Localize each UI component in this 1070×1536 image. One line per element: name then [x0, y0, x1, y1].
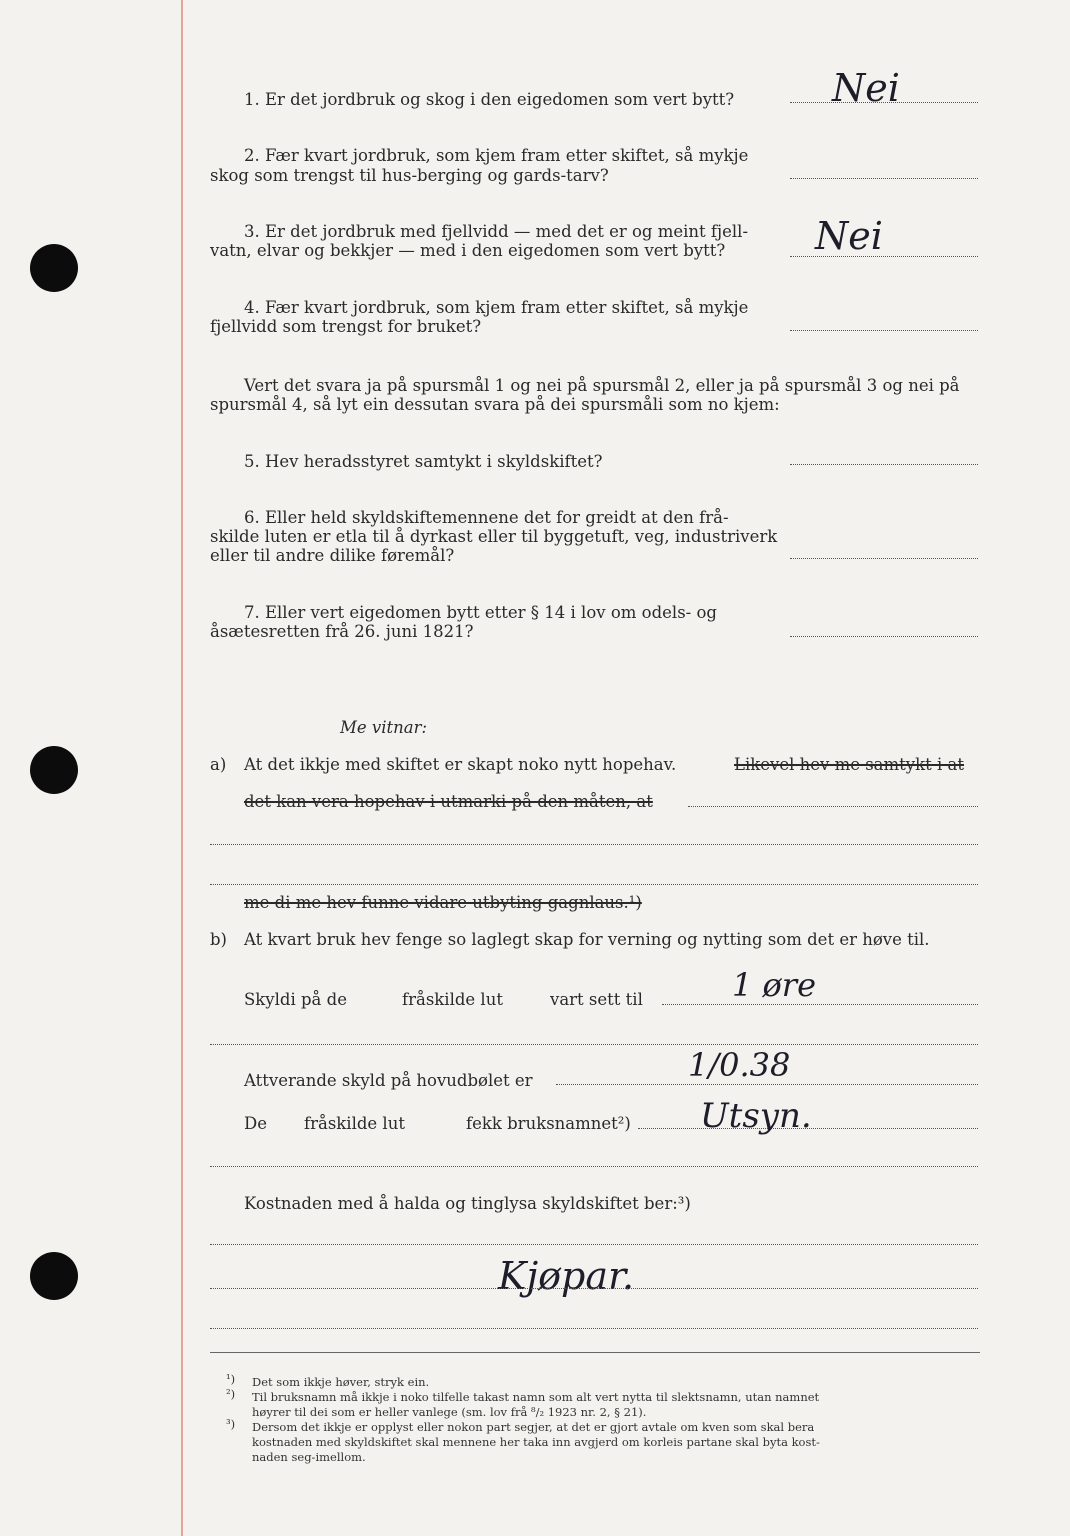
witness-heading: Me vitnar:: [340, 718, 428, 737]
footnote-1: Det som ikkje høver, stryk ein.: [252, 1375, 430, 1389]
question-5: 5. Hev heradsstyret samtykt i skyldskiftet?: [244, 452, 603, 471]
item-a-struck-1: Likevel hev me samtykt i at: [734, 755, 964, 774]
skyld-answer-line: [662, 1004, 978, 1005]
answer-1-handwritten: Nei: [832, 66, 900, 110]
footnote-2-mark: ²): [226, 1387, 236, 1401]
question-2-line-2: skog som trengst til hus-berging og gards-tarv?: [210, 166, 609, 185]
item-a-struck-2: det kan vera hopehav i utmarki på den måten, at: [244, 792, 653, 811]
answer-line-2: [790, 178, 978, 179]
answer-line-6: [790, 558, 978, 559]
question-6-line-1: 6. Eller held skyldskiftemennene det for greidt at den frå-: [244, 508, 729, 527]
punch-hole: [30, 244, 78, 292]
skyld-line-2: [210, 1044, 978, 1045]
bruksnamn-answer-handwritten: Utsyn.: [700, 1096, 812, 1136]
footnote-3-mark: ³): [226, 1417, 236, 1431]
punch-hole: [30, 1252, 78, 1300]
kostnad-line-1: [210, 1244, 978, 1245]
item-b-text: At kvart bruk hev fenge so laglegt skap for verning og nytting som det er høve til.: [244, 930, 930, 949]
answer-line-4: [790, 330, 978, 331]
attverande-answer-handwritten: 1/0.38: [688, 1046, 791, 1084]
skyld-answer-handwritten: 1 øre: [732, 966, 817, 1004]
skyld-label-1: Skyldi på de: [244, 990, 347, 1009]
footnote-3-line-2: kostnaden med skyldskiftet skal mennene her taka inn avgjerd om korleis partane skal byta kost-: [252, 1435, 820, 1449]
footnote-3-line-1: Dersom det ikkje er opplyst eller nokon part segjer, at det er gjort avtale om kven som skal bera: [252, 1420, 815, 1434]
item-a-line-2: [210, 844, 978, 845]
kostnad-line-2: [210, 1288, 978, 1289]
question-7-line-1: 7. Eller vert eigedomen bytt etter § 14 i lov om odels- og: [244, 603, 717, 622]
skyld-label-3: vart sett til: [550, 990, 643, 1009]
footnote-3-line-3: naden seg-imellom.: [252, 1450, 366, 1464]
answer-line-5: [790, 464, 978, 465]
footnote-2-line-2: høyrer til dei som er heller vanlege (sm. lov frå ⁸/₂ 1923 nr. 2, § 21).: [252, 1405, 647, 1419]
answer-line-7: [790, 636, 978, 637]
answer-3-handwritten: Nei: [815, 214, 883, 258]
item-b-label: b): [210, 930, 227, 949]
condition-line-2: spursmål 4, så lyt ein dessutan svara på dei spursmåli som no kjem:: [210, 395, 780, 414]
question-7-line-2: åsætesretten frå 26. juni 1821?: [210, 622, 474, 641]
bruksnamn-line-2: [210, 1166, 978, 1167]
footnote-2-line-1: Til bruksnamn må ikkje i noko tilfelle takast namn som alt vert nytta til slektsnamn, utan namnet: [252, 1390, 820, 1404]
page-margin-line: [181, 0, 183, 1536]
bruksnamn-label-1: De: [244, 1114, 267, 1133]
kostnad-label: Kostnaden med å halda og tinglysa skyldskiftet ber:³): [244, 1194, 691, 1213]
bruksnamn-label-2: fråskilde lut: [304, 1114, 405, 1133]
punch-hole: [30, 746, 78, 794]
question-3-line-2: vatn, elvar og bekkjer — med i den eigedomen som vert bytt?: [210, 241, 726, 260]
attverande-label: Attverande skyld på hovudbølet er: [244, 1071, 533, 1090]
footnote-1-mark: ¹): [226, 1372, 236, 1386]
item-a-text: At det ikkje med skiftet er skapt noko nytt hopehav.: [244, 755, 677, 774]
question-6-line-2: skilde luten er etla til å dyrkast eller til byggetuft, veg, industriverk: [210, 527, 778, 546]
question-2-line-1: 2. Fær kvart jordbruk, som kjem fram etter skiftet, så mykje: [244, 146, 749, 165]
question-1: 1. Er det jordbruk og skog i den eigedomen som vert bytt?: [244, 90, 735, 109]
attverande-line: [556, 1084, 978, 1085]
bruksnamn-label-3: fekk bruksnamnet²): [466, 1114, 631, 1133]
kostnad-line-3: [210, 1328, 978, 1329]
item-a-line-1: [688, 806, 978, 807]
skyld-label-2: fråskilde lut: [402, 990, 503, 1009]
footnote-separator: [210, 1352, 980, 1353]
item-a-struck-3: me di me hev funne vidare utbyting gagnlaus.¹): [244, 893, 642, 912]
question-6-line-3: eller til andre dilike føremål?: [210, 546, 455, 565]
kostnad-answer-handwritten: Kjøpar.: [498, 1254, 635, 1298]
condition-line-1: Vert det svara ja på spursmål 1 og nei på spursmål 2, eller ja på spursmål 3 og nei på: [244, 376, 960, 395]
question-4-line-2: fjellvidd som trengst for bruket?: [210, 317, 482, 336]
question-4-line-1: 4. Fær kvart jordbruk, som kjem fram etter skiftet, så mykje: [244, 298, 749, 317]
item-a-line-3: [210, 884, 978, 885]
item-a-label: a): [210, 755, 227, 774]
question-3-line-1: 3. Er det jordbruk med fjellvidd — med det er og meint fjell-: [244, 222, 749, 241]
